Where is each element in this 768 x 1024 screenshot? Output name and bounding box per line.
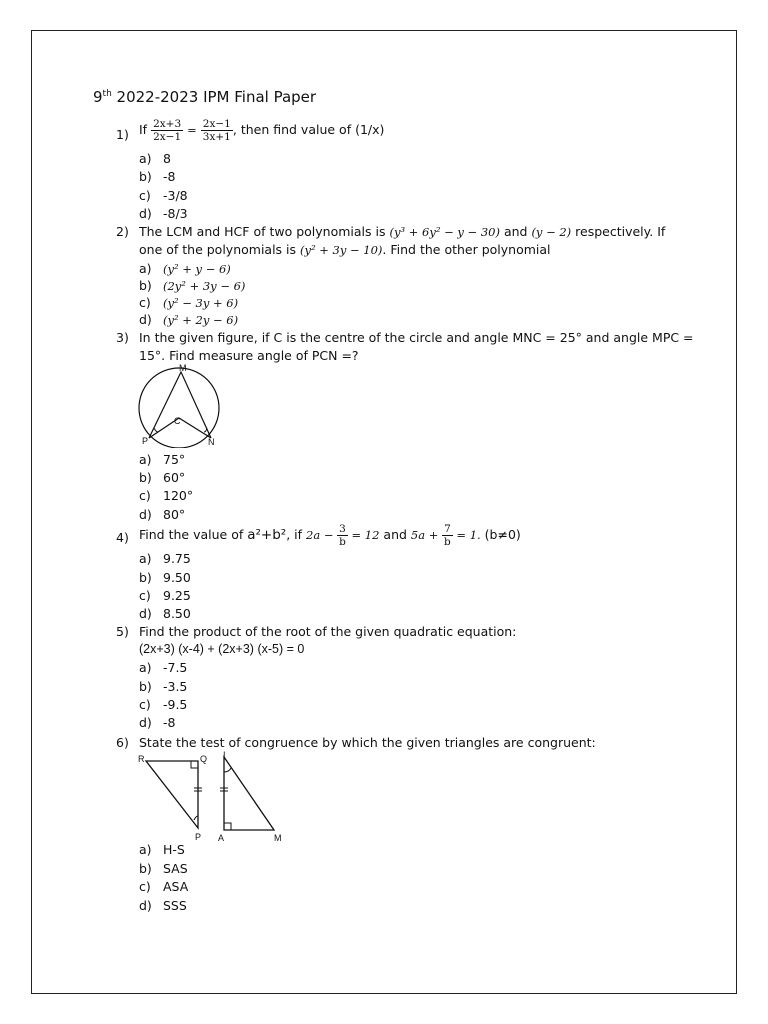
q2-text-c: respectively. If [571, 224, 666, 239]
option-text: -8 [163, 169, 176, 184]
q2-number: 2) [116, 224, 129, 239]
option-letter: a) [139, 842, 152, 857]
option-letter: c) [139, 588, 151, 603]
option-letter: b) [139, 470, 152, 485]
q1-frac1-num: 2x+3 [153, 118, 182, 130]
q4-frac2-num: 7 [442, 523, 453, 536]
q4-fraction-2 [442, 523, 453, 548]
option-letter: c) [139, 488, 151, 503]
option-text: 9.50 [163, 570, 191, 585]
q6-option [139, 898, 187, 913]
option-text: 9.75 [163, 551, 191, 566]
point-label-r: R [138, 754, 145, 764]
point-label-m: M [274, 833, 282, 843]
option-text: SSS [163, 898, 187, 913]
angle-mark-i [224, 768, 231, 772]
q1-option [139, 151, 171, 166]
q5-equation: (2x+3) (x-4) + (2x+3) (x-5) = 0 [139, 642, 305, 656]
q2-option [139, 261, 231, 276]
q4-eq2-left: 5a + [410, 528, 443, 542]
q4-eq1-left: 2a − [306, 528, 338, 542]
option-text: -8 [163, 715, 176, 730]
q4-eq1-right: = 12 [347, 528, 380, 542]
option-text: -8/3 [163, 206, 188, 221]
option-letter: b) [139, 278, 152, 293]
option-letter: d) [139, 507, 152, 522]
q3-number: 3) [116, 330, 129, 345]
q3-line-2: 15°. Find measure angle of PCN =? [139, 348, 359, 363]
q2-text-d: one of the polynomials is [139, 242, 300, 257]
option-letter: d) [139, 606, 152, 621]
q2-text-b: and [499, 224, 532, 239]
q6-option [139, 861, 188, 876]
right-angle-a [224, 823, 231, 830]
option-text: 60° [163, 470, 186, 485]
q1-number: 1) [116, 127, 129, 142]
triangle-rqp [146, 761, 198, 828]
option-letter: a) [139, 261, 152, 276]
q1-frac1-den: 2x−1 [153, 131, 182, 143]
q5-option [139, 679, 187, 694]
q6-number: 6) [116, 735, 129, 750]
option-text: H-S [163, 842, 185, 857]
triangle-iam [224, 757, 274, 830]
option-text: -9.5 [163, 697, 188, 712]
option-text: 8.50 [163, 606, 191, 621]
q1-frac2-den: 3x+1 [202, 131, 231, 143]
q6-line-1: State the test of congruence by which the given triangles are congruent: [139, 735, 596, 750]
q4-text-b: , if [286, 527, 306, 542]
q1-tail: , then find value of (1/x) [232, 122, 385, 137]
option-letter: b) [139, 861, 152, 876]
q1-equals: = [187, 123, 197, 137]
q2-hcf: (y − 2) [531, 225, 572, 239]
q5-option [139, 660, 187, 675]
option-text: 8 [163, 151, 171, 166]
circle-figure [136, 362, 226, 448]
option-text: (y² + 2y − 6) [163, 313, 239, 327]
q1-text [139, 118, 384, 143]
q2-line-1 [139, 224, 665, 239]
q1-fraction-1 [151, 118, 183, 143]
point-label-m: M [179, 363, 187, 373]
q2-text-a: The LCM and HCF of two polynomials is [139, 224, 390, 239]
q2-line-2 [139, 242, 551, 257]
q4-option [139, 570, 191, 585]
q4-frac1-den: b [339, 536, 346, 548]
title-text: 2022-2023 IPM Final Paper [111, 88, 317, 106]
q4-fraction-1 [337, 523, 348, 548]
q2-option [139, 278, 245, 293]
triangles-figure [136, 750, 286, 845]
point-label-a: A [218, 833, 225, 843]
point-label-c: C [174, 416, 181, 426]
option-text: 80° [163, 507, 186, 522]
q4-option [139, 551, 191, 566]
option-letter: c) [139, 879, 151, 894]
q1-option [139, 206, 188, 221]
angle-mark-n [204, 428, 207, 432]
chord-lines [149, 372, 211, 438]
q5-number: 5) [116, 624, 129, 639]
q4-number: 4) [116, 530, 129, 545]
q4-a2-b2: a²+b² [247, 527, 287, 543]
q1-option [139, 169, 175, 184]
q4-frac1-num: 3 [337, 523, 348, 536]
option-text: ASA [163, 879, 189, 894]
point-label-p: P [195, 832, 202, 842]
q4-text [139, 523, 521, 548]
q2-polynomial: (y² + 3y − 10) [300, 243, 383, 257]
option-letter: a) [139, 452, 152, 467]
q4-text-c: and [379, 527, 411, 542]
q3-option [139, 488, 193, 503]
option-letter: a) [139, 151, 152, 166]
q4-eq2-right: = 1. [452, 528, 481, 542]
q6-option [139, 842, 185, 857]
q5-option [139, 697, 187, 712]
q2-option [139, 295, 238, 310]
option-letter: b) [139, 679, 152, 694]
title-grade: 9 [93, 88, 103, 106]
option-letter: c) [139, 295, 151, 310]
option-letter: d) [139, 898, 152, 913]
q4-option [139, 606, 191, 621]
q3-option [139, 507, 185, 522]
point-label-n: N [208, 437, 215, 447]
q4-text-d: (b≠0) [480, 527, 521, 542]
option-text: (y² + y − 6) [163, 262, 231, 276]
q4-frac2-den: b [444, 536, 451, 548]
option-letter: c) [139, 697, 151, 712]
q5-line-1: Find the product of the root of the given quadratic equation: [139, 624, 517, 639]
point-label-q: Q [200, 754, 208, 764]
title-superscript: th [102, 89, 112, 99]
q1-frac2-num: 2x−1 [202, 118, 231, 130]
option-text: -3.5 [163, 679, 188, 694]
q1-option [139, 188, 188, 203]
option-text: 9.25 [163, 588, 191, 603]
q3-line-1: In the given figure, if C is the centre of the circle and angle MNC = 25° and angle MPC = [139, 330, 694, 345]
q3-option [139, 470, 185, 485]
option-text: (y² − 3y + 6) [163, 296, 239, 310]
option-text: SAS [163, 861, 188, 876]
option-letter: c) [139, 188, 151, 203]
q2-option [139, 312, 238, 327]
option-text: (2y² + 3y − 6) [163, 279, 246, 293]
q6-option [139, 879, 188, 894]
q1-if: If [139, 122, 148, 137]
option-text: -7.5 [163, 660, 188, 675]
option-letter: b) [139, 169, 152, 184]
q2-lcm: (y³ + 6y² − y − 30) [389, 225, 500, 239]
paper-title [93, 88, 316, 106]
option-letter: d) [139, 312, 152, 327]
q2-text-e: . Find the other polynomial [382, 242, 551, 257]
page-border [31, 30, 737, 994]
option-text: -3/8 [163, 188, 188, 203]
option-letter: a) [139, 660, 152, 675]
point-label-i: I [223, 750, 226, 760]
q4-option [139, 588, 191, 603]
option-letter: d) [139, 206, 152, 221]
option-letter: b) [139, 570, 152, 585]
angle-mark-p [154, 428, 158, 432]
q5-option [139, 715, 175, 730]
option-text: 120° [163, 488, 194, 503]
q1-fraction-2 [201, 118, 233, 143]
option-letter: d) [139, 715, 152, 730]
right-angle-q [191, 761, 198, 768]
q3-option [139, 452, 185, 467]
option-text: 75° [163, 452, 186, 467]
point-label-p: P [142, 436, 149, 446]
q4-text-a: Find the value of [139, 527, 248, 542]
option-letter: a) [139, 551, 152, 566]
